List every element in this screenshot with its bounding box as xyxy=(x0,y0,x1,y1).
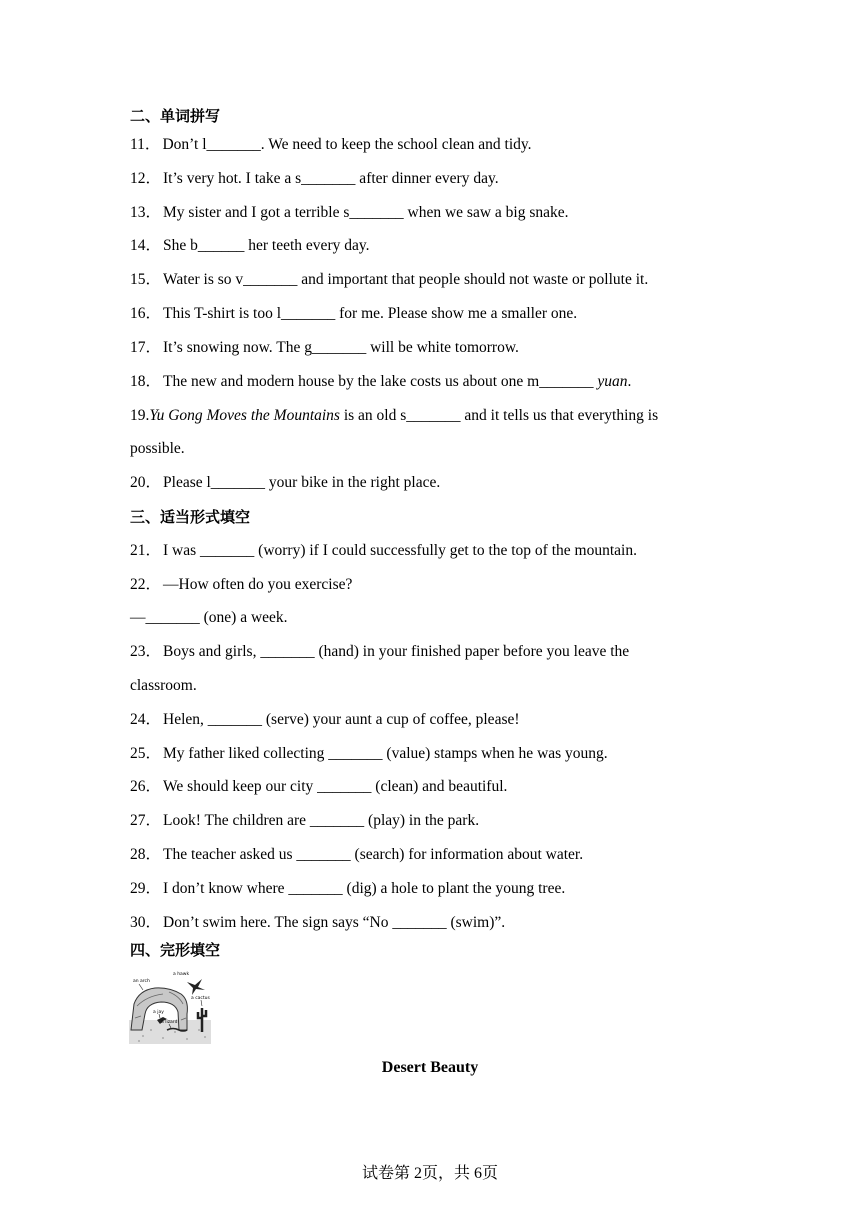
question-number: 18． xyxy=(130,373,162,390)
question-22 xyxy=(130,575,352,595)
desert-illustration xyxy=(129,970,211,1044)
question-text-end: . xyxy=(627,373,632,390)
question-18 xyxy=(130,372,631,392)
question-21 xyxy=(130,541,637,561)
label-hawk: a hawk xyxy=(173,972,190,977)
question-number: 27． xyxy=(130,812,162,829)
question-text: Boys and girls, _______ (hand) in your finished paper before you leave the xyxy=(163,643,630,660)
question-number: 19. xyxy=(130,407,150,424)
story-title: Yu Gong Moves the Mountains xyxy=(149,407,340,424)
section-heading-cloze: 四、完形填空 xyxy=(130,941,221,959)
question-number: 24． xyxy=(130,711,162,728)
question-number: 11． xyxy=(130,136,161,153)
question-number: 30． xyxy=(130,914,162,931)
section-heading-spelling: 二、单词拼写 xyxy=(130,107,221,125)
question-27 xyxy=(130,811,479,831)
question-23-continued: classroom. xyxy=(130,677,197,694)
label-cactus: a cactus xyxy=(191,996,210,1001)
question-text: I was _______ (worry) if I could successfully get to the top of the mountain. xyxy=(163,542,637,559)
section-heading-forms: 三、适当形式填空 xyxy=(130,508,251,526)
question-number: 28． xyxy=(130,846,162,863)
question-23 xyxy=(130,642,629,662)
passage-title: Desert Beauty xyxy=(381,1059,479,1076)
question-text: It’s snowing now. The g_______ will be white tomorrow. xyxy=(163,339,519,356)
question-text: We should keep our city _______ (clean) and beautiful. xyxy=(163,778,508,795)
question-number: 17． xyxy=(130,339,162,356)
question-number: 23． xyxy=(130,643,162,660)
question-30 xyxy=(130,913,505,933)
question-text: She b______ her teeth every day. xyxy=(163,237,370,254)
question-number: 25． xyxy=(130,745,162,762)
question-number: 16． xyxy=(130,305,162,322)
question-text: Look! The children are _______ (play) in the park. xyxy=(163,812,480,829)
question-19 xyxy=(130,406,658,426)
question-number: 15． xyxy=(130,271,162,288)
question-text: The teacher asked us _______ (search) for information about water. xyxy=(163,846,584,863)
question-29 xyxy=(130,879,565,899)
question-text: Water is so v_______ and important that people should not waste or pollute it. xyxy=(163,271,649,288)
question-number: 29． xyxy=(130,880,162,897)
question-19-continued: possible. xyxy=(130,440,185,457)
question-20 xyxy=(130,473,440,493)
currency-word: yuan xyxy=(597,373,628,390)
question-text: I don’t know where _______ (dig) a hole to plant the young tree. xyxy=(163,880,566,897)
question-22-answer-line: —_______ (one) a week. xyxy=(130,609,288,626)
question-text: Don’t swim here. The sign says “No _______ (swim)”. xyxy=(163,914,506,931)
question-13 xyxy=(130,203,569,223)
question-number: 13． xyxy=(130,204,162,221)
question-text: My father liked collecting _______ (value) stamps when he was young. xyxy=(163,745,608,762)
question-14 xyxy=(130,236,369,256)
question-number: 26． xyxy=(130,778,162,795)
question-12 xyxy=(130,169,499,189)
question-text: My sister and I got a terrible s_______ when we saw a big snake. xyxy=(163,204,569,221)
question-25 xyxy=(130,744,608,764)
question-11 xyxy=(130,135,532,155)
question-number: 20． xyxy=(130,474,162,491)
question-16 xyxy=(130,304,577,324)
question-17 xyxy=(130,338,519,358)
question-24 xyxy=(130,710,520,730)
question-number: 22． xyxy=(130,576,162,593)
question-text: This T-shirt is too l_______ for me. Please show me a smaller one. xyxy=(163,305,578,322)
question-text: The new and modern house by the lake costs us about one m_______ xyxy=(163,373,598,390)
label-arch: an arch xyxy=(133,979,150,984)
question-number: 12． xyxy=(130,170,162,187)
label-jay: a jay xyxy=(153,1010,164,1015)
label-lizard: a lizard xyxy=(161,1020,178,1025)
question-text: —How often do you exercise? xyxy=(163,576,353,593)
question-text: Don’t l_______. We need to keep the school clean and tidy. xyxy=(162,136,532,153)
question-26 xyxy=(130,777,507,797)
question-text: It’s very hot. I take a s_______ after dinner every day. xyxy=(163,170,499,187)
question-15 xyxy=(130,270,648,290)
question-28 xyxy=(130,845,583,865)
question-text: Helen, _______ (serve) your aunt a cup of coffee, please! xyxy=(163,711,520,728)
question-text: is an old s_______ and it tells us that everything is xyxy=(339,407,659,424)
page-footer: 试卷第 2页，共 6页 xyxy=(361,1165,498,1182)
question-number: 21． xyxy=(130,542,162,559)
question-text: Please l_______ your bike in the right place. xyxy=(163,474,441,491)
question-number: 14． xyxy=(130,237,162,254)
